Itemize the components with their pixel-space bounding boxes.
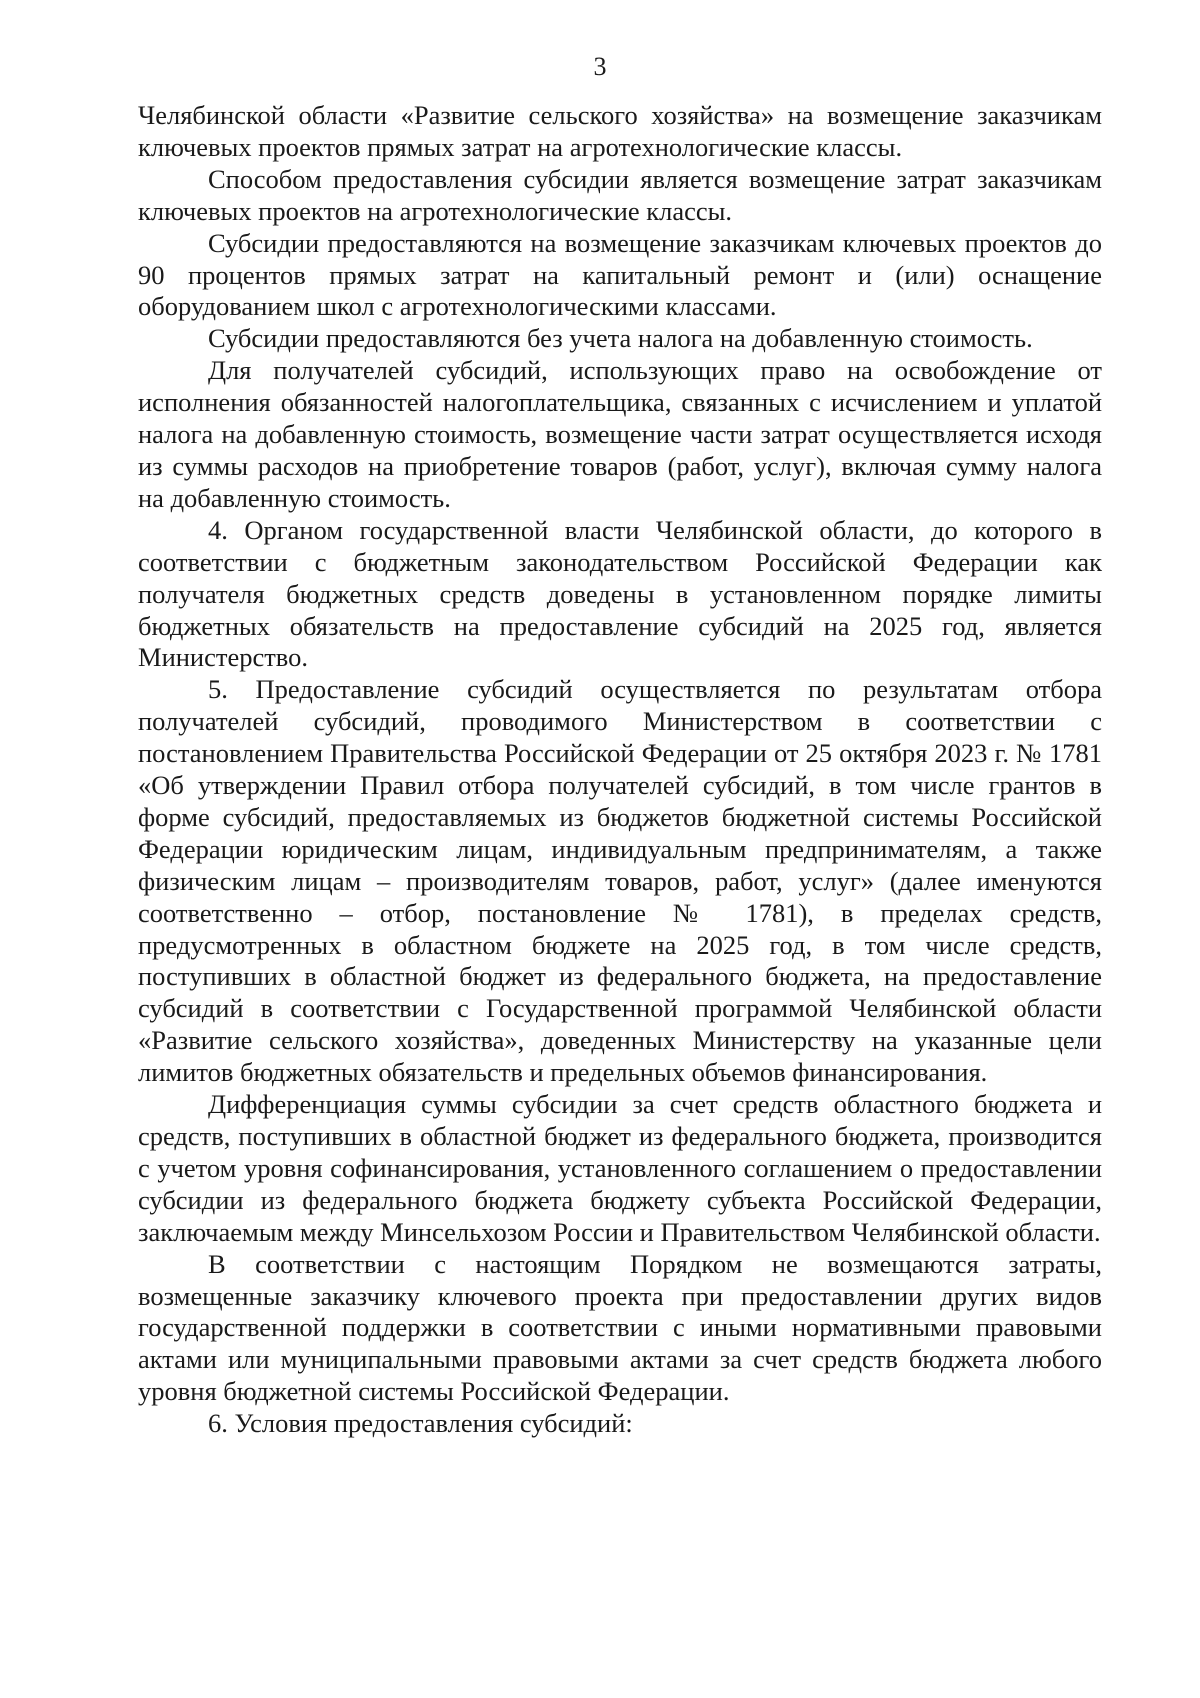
paragraph: Субсидии предоставляются без учета налога на добавленную стоимость. <box>208 323 1033 354</box>
paragraph: Способом предоставления субсидии является возмещение затрат заказчикам ключевых проектов на агротехнологические классы. <box>138 163 1102 226</box>
page-number: 3 <box>593 52 607 81</box>
paragraph: Для получателей субсидий, использующих право на освобождение от исполнения обязанностей налогоплательщика, связанных с исчислением и уплатой налога на добавленную стоимость, возмещение части затрат осуществляется исходя из суммы расходов на приобретение товаров (работ, услуг), включая сумму налога на добавленную стоимость. <box>138 355 1102 513</box>
document-body <box>138 100 1102 1440</box>
paragraph: Дифференциация суммы субсидии за счет средств областного бюджета и средств, поступивших в областной бюджет из федерального бюджета, производится с учетом уровня софинансирования, установленного соглашением о предоставлении субсидии из федерального бюджета бюджету субъекта Российской Федерации, заключаемым между Минсельхозом России и Правительством Челябинской области. <box>138 1089 1102 1247</box>
paragraph: 6. Условия предоставления субсидий: <box>208 1408 633 1439</box>
paragraph: Субсидии предоставляются на возмещение заказчикам ключевых проектов до 90 процентов прямых затрат на капитальный ремонт и (или) оснащение оборудованием школ с агротехнологическими классами. <box>138 227 1102 322</box>
paragraph: В соответствии с настоящим Порядком не возмещаются затраты, возмещенные заказчику ключевого проекта при предоставлении других видов государственной поддержки в соответствии с иными нормативными правовыми актами или муниципальными правовыми актами за счет средств бюджета любого уровня бюджетной системы Российской Федерации. <box>138 1248 1102 1407</box>
paragraph: 4. Органом государственной власти Челябинской области, до которого в соответствии с бюджетным законодательством Российской Федерации как получателя бюджетных средств доведены в установленном порядке лимиты бюджетных обязательств на предоставление субсидий на 2025 год, является Министерство. <box>138 514 1102 673</box>
paragraph: 5. Предоставление субсидий осуществляется по результатам отбора получателей субсидий, проводимого Министерством в соответствии с постановлением Правительства Российской Федерации от 25 октября 2023 г. № 1781 «Об утверждении Правил отбора получателей субсидий, в том числе грантов в форме субсидий, предоставляемых из бюджетов бюджетной системы Российской Федерации юридическим лицам, индивидуальным предпринимателям, а также физическим лицам – производителям товаров, работ, услуг» (далее именуются соответственно – отбор, постановление № 1781), в пределах средств, предусмотренных в областном бюджете на 2025 год, в том числе средств, поступивших в областной бюджет из федерального бюджета, на предоставление субсидий в соответствии с Государственной программой Челябинской области «Развитие сельского хозяйства», доведенных Министерству на указанные цели лимитов бюджетных обязательств и предельных объемов финансирования. <box>138 674 1102 1088</box>
paragraph: Челябинской области «Развитие сельского хозяйства» на возмещение заказчикам ключевых проектов прямых затрат на агротехнологические классы. <box>138 100 1102 162</box>
